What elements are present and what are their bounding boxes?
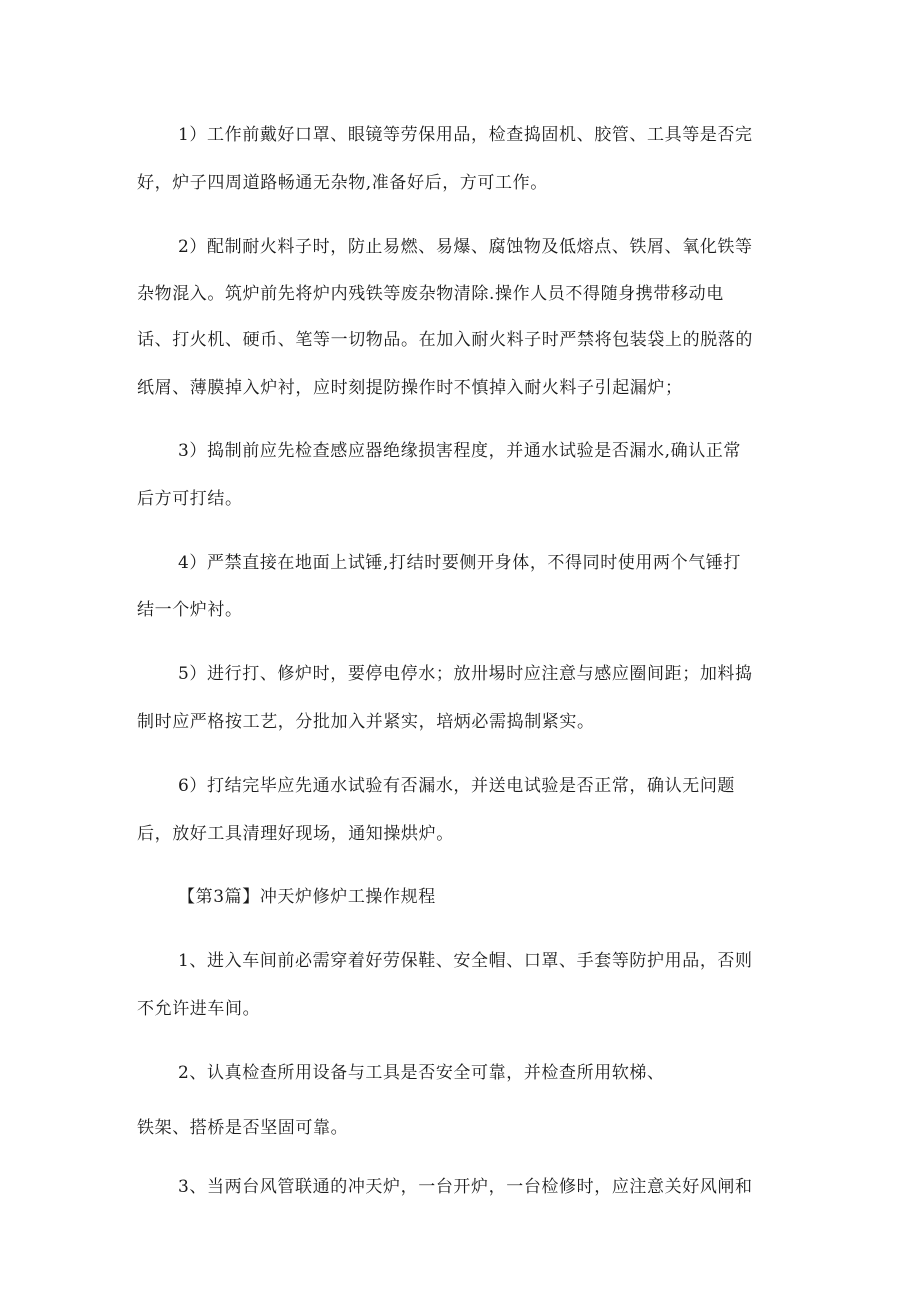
paragraph-2-line-3: 话、打火机、硬币、笔等一切物品。在加入耐火料子时严禁将包装袋上的脱落的 — [137, 330, 753, 350]
paragraph-2-line-2: 杂物混入。筑炉前先将炉内残铁等废杂物清除.操作人员不得随身携带移动电 — [137, 284, 724, 304]
rule-1-line-1: 1、进入车间前必需穿着好劳保鞋、安全帽、口罩、手套等防护用品，否则 — [178, 951, 753, 971]
section-heading: 【第3篇】冲天炉修炉工操作规程 — [178, 887, 436, 907]
rule-2-line-2: 铁架、搭桥是否坚固可靠。 — [137, 1118, 349, 1138]
paragraph-5-line-2: 制时应严格按工艺，分批加入并紧实，培炳必需捣制紧实。 — [137, 712, 595, 732]
rule-2-line-1: 2、认真检查所用设备与工具是否安全可靠，并检查所用软梯、 — [178, 1063, 665, 1083]
paragraph-2-line-4: 纸屑、薄膜掉入炉衬，应时刻提防操作时不慎掉入耐火料子引起漏炉； — [137, 378, 683, 398]
paragraph-4-line-2: 结一个炉衬。 — [137, 600, 243, 620]
paragraph-2-line-1: 2）配制耐火料子时，防止易燃、易爆、腐蚀物及低熔点、铁屑、氧化铁等 — [178, 237, 753, 257]
paragraph-3-line-1: 3）捣制前应先检查感应器绝缘损害程度，并通水试验是否漏水,确认正常 — [178, 441, 742, 461]
rule-3-line-1: 3、当两台风管联通的冲天炉，一台开炉，一台检修时，应注意关好风闸和 — [178, 1177, 753, 1197]
paragraph-1-line-1: 1）工作前戴好口罩、眼镜等劳保用品，检查捣固机、胶管、工具等是否完 — [178, 125, 753, 145]
paragraph-1-line-2: 好，炉子四周道路畅通无杂物,准备好后，方可工作。 — [137, 173, 548, 193]
paragraph-5-line-1: 5）进行打、修炉时，要停电停水；放卅埸时应注意与感应圈间距；加料捣 — [178, 664, 753, 684]
paragraph-3-line-2: 后方可打结。 — [137, 489, 243, 509]
paragraph-6-line-1: 6）打结完毕应先通水试验有否漏水，并送电试验是否正常，确认无问题 — [178, 776, 736, 796]
paragraph-4-line-1: 4）严禁直接在地面上试锤,打结时要侧开身体，不得同时使用两个气锤打 — [178, 553, 742, 573]
paragraph-6-line-2: 后，放好工具清理好现场，通知操烘炉。 — [137, 824, 454, 844]
rule-1-line-2: 不允许进车间。 — [137, 999, 261, 1019]
